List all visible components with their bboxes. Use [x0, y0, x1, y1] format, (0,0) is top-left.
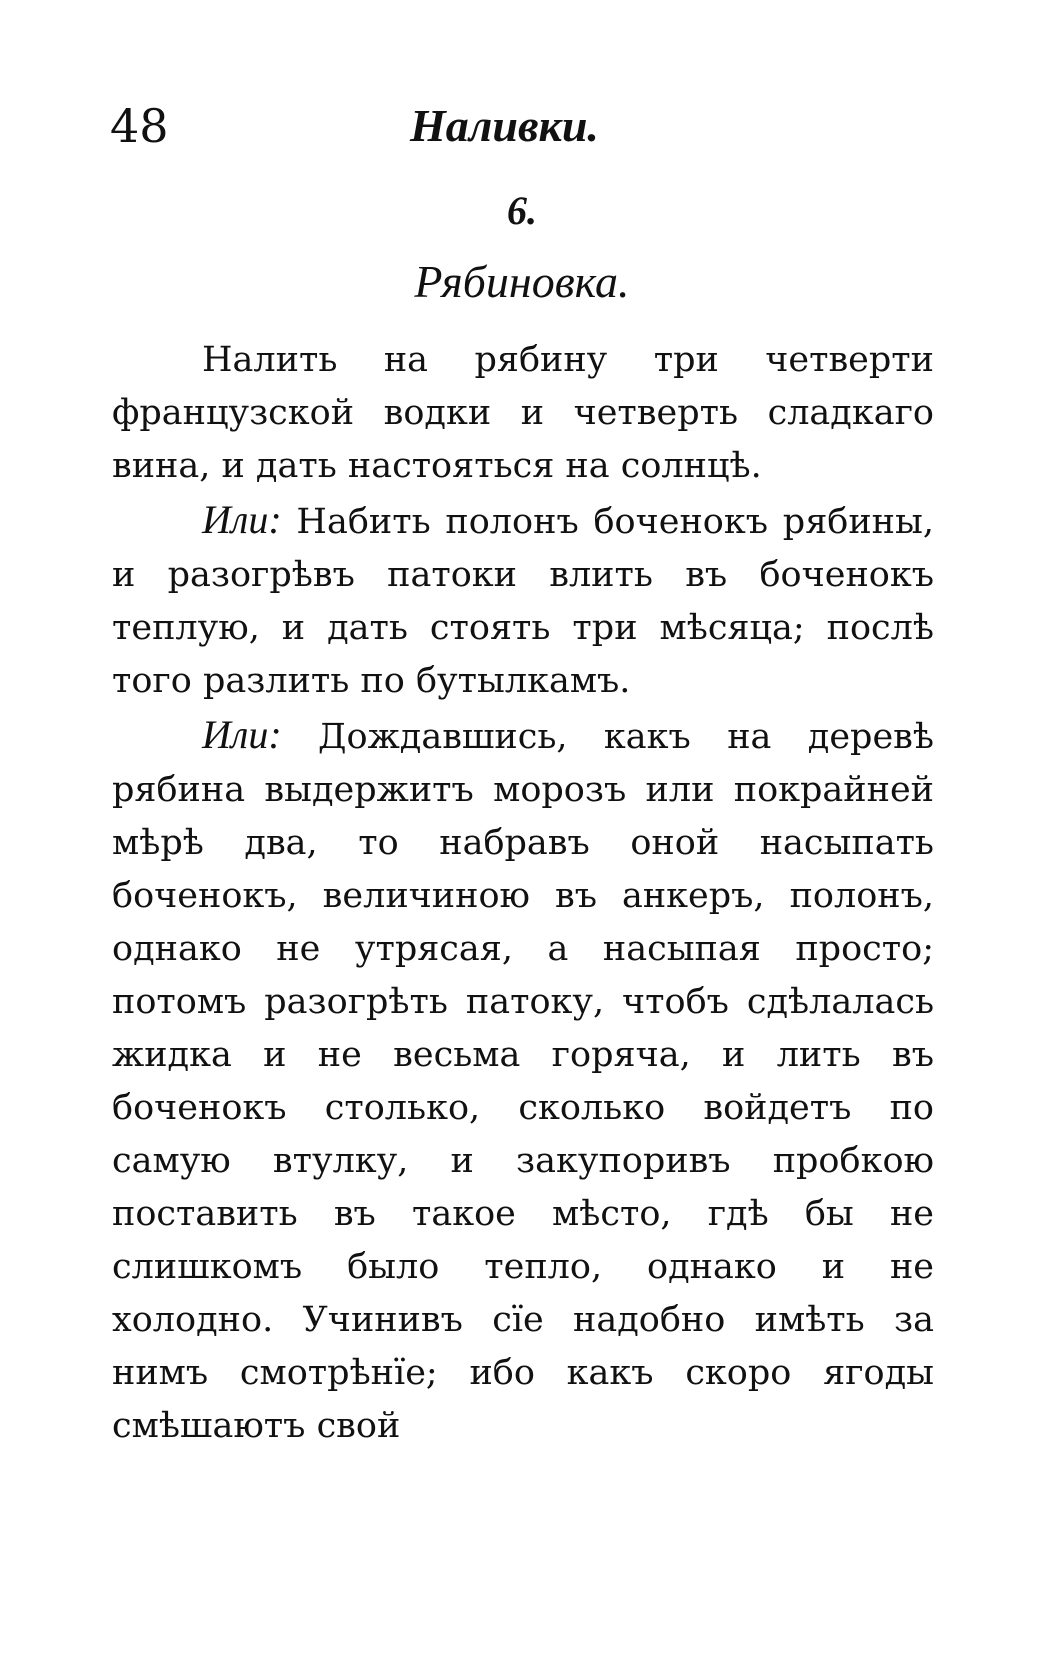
page-header	[110, 98, 940, 168]
section-number: 6.	[507, 188, 537, 233]
paragraph-2	[112, 493, 934, 708]
paragraph-1-text: Налить на рябину три четверти французской водки и четверть сладкаго вина, и дать настояться на солнцѣ.	[112, 340, 934, 486]
paragraph-2-lead: Или:	[202, 497, 282, 542]
body-text	[112, 334, 934, 1453]
paragraph-3	[112, 708, 934, 1453]
running-title: Наливки.	[410, 100, 599, 151]
paragraph-1	[112, 334, 934, 493]
paragraph-3-text: Дождавшись, какъ на деревѣ рябина выдержитъ морозъ или покрайней мѣрѣ два, то набравъ оной насыпать боченокъ, величиною въ анкеръ, полонъ, однако не утрясая, а насыпая просто; потомъ разогрѣть патоку, чтобъ сдѣлалась жидка и не весьма горяча, и лить въ боченокъ столько, сколько войдетъ по самую втулку, и закупоривъ пробкою поставить въ такое мѣсто, гдѣ бы не слишкомъ было тепло, однако и не холодно. Учинивъ сїе надобно имѣть за нимъ смотрѣнїе; ибо какъ скоро ягоды смѣшаютъ свой	[112, 717, 934, 1446]
paragraph-2-text: Набить полонъ боченокъ рябины, и разогрѣвъ патоки влить въ боченокъ теплую, и дать стоять три мѣсяца; послѣ того разлить по бутылкамъ.	[112, 502, 934, 701]
page-number: 48	[110, 99, 169, 153]
section-title: Рябиновка.	[414, 256, 630, 307]
paragraph-3-lead: Или:	[202, 712, 282, 757]
